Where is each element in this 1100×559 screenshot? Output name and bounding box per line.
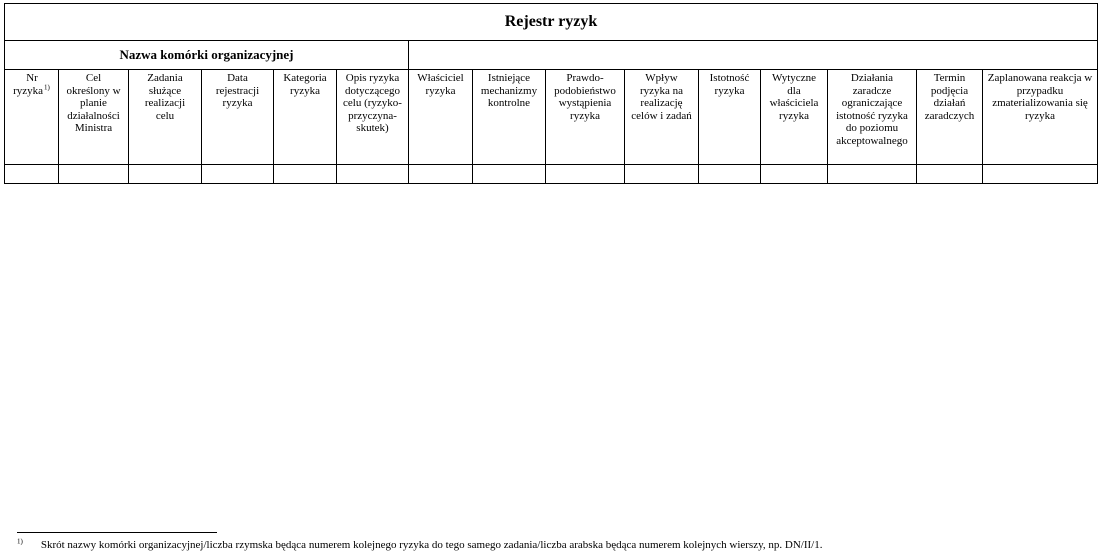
footnote (17, 538, 822, 552)
column-header-controls: Istniejące mechanizmy kontrolne (473, 70, 546, 165)
table-row (5, 165, 1098, 184)
unit-row (5, 41, 1098, 70)
table-cell (828, 165, 917, 184)
table-cell (202, 165, 274, 184)
column-header-significance: Istotność ryzyka (699, 70, 761, 165)
table-cell (337, 165, 409, 184)
footnote-separator (17, 532, 217, 533)
column-header-planned-reaction: Zaplanowana reakcja w przypadku zmaterializowania się ryzyka (983, 70, 1098, 165)
table-cell (473, 165, 546, 184)
table-cell (699, 165, 761, 184)
table-cell (5, 165, 59, 184)
document-title: Rejestr ryzyk (5, 4, 1098, 41)
footnote-mark: 1) (17, 537, 23, 546)
footnote-marker: 1) (44, 82, 50, 91)
table-cell (409, 165, 473, 184)
column-header-owner: Właściciel ryzyka (409, 70, 473, 165)
table-cell (129, 165, 202, 184)
column-header-registration-date: Data rejestracji ryzyka (202, 70, 274, 165)
table-cell (546, 165, 625, 184)
table-cell (917, 165, 983, 184)
column-header-goal: Cel określony w planie działalności Ministra (59, 70, 129, 165)
table-cell (625, 165, 699, 184)
column-header-tasks: Zadania służące realizacji celu (129, 70, 202, 165)
column-header-deadline: Termin podjęcia działań zaradczych (917, 70, 983, 165)
table-cell (983, 165, 1098, 184)
table-cell (59, 165, 129, 184)
column-header-category: Kategoria ryzyka (274, 70, 337, 165)
table-cell (274, 165, 337, 184)
column-header-probability: Prawdo-podobieństwo wystąpienia ryzyka (546, 70, 625, 165)
footnote-text: Skrót nazwy komórki organizacyjnej/liczba rzymska będąca numerem kolejnego ryzyka do tego samego zadania/liczba arabska będąca numerem kolejnych wierszy, np. DN/II/1. (40, 539, 823, 551)
column-header-description: Opis ryzyka dotyczącego celu (ryzyko-przyczyna-skutek) (337, 70, 409, 165)
column-header-impact: Wpływ ryzyka na realizację celów i zadań (625, 70, 699, 165)
risk-register-table (4, 3, 1098, 184)
column-header-risk-number: Nr ryzyka$^{1)}$ (5, 70, 59, 165)
table-cell (761, 165, 828, 184)
column-header-remedial-actions: Działania zaradcze ograniczające istotność ryzyka do poziomu akceptowalnego (828, 70, 917, 165)
column-header-row (5, 70, 1098, 165)
unit-name-blank (409, 41, 1098, 70)
unit-name-header: Nazwa komórki organizacyjnej (5, 41, 409, 70)
title-row (5, 4, 1098, 41)
column-header-guidelines: Wytyczne dla właściciela ryzyka (761, 70, 828, 165)
